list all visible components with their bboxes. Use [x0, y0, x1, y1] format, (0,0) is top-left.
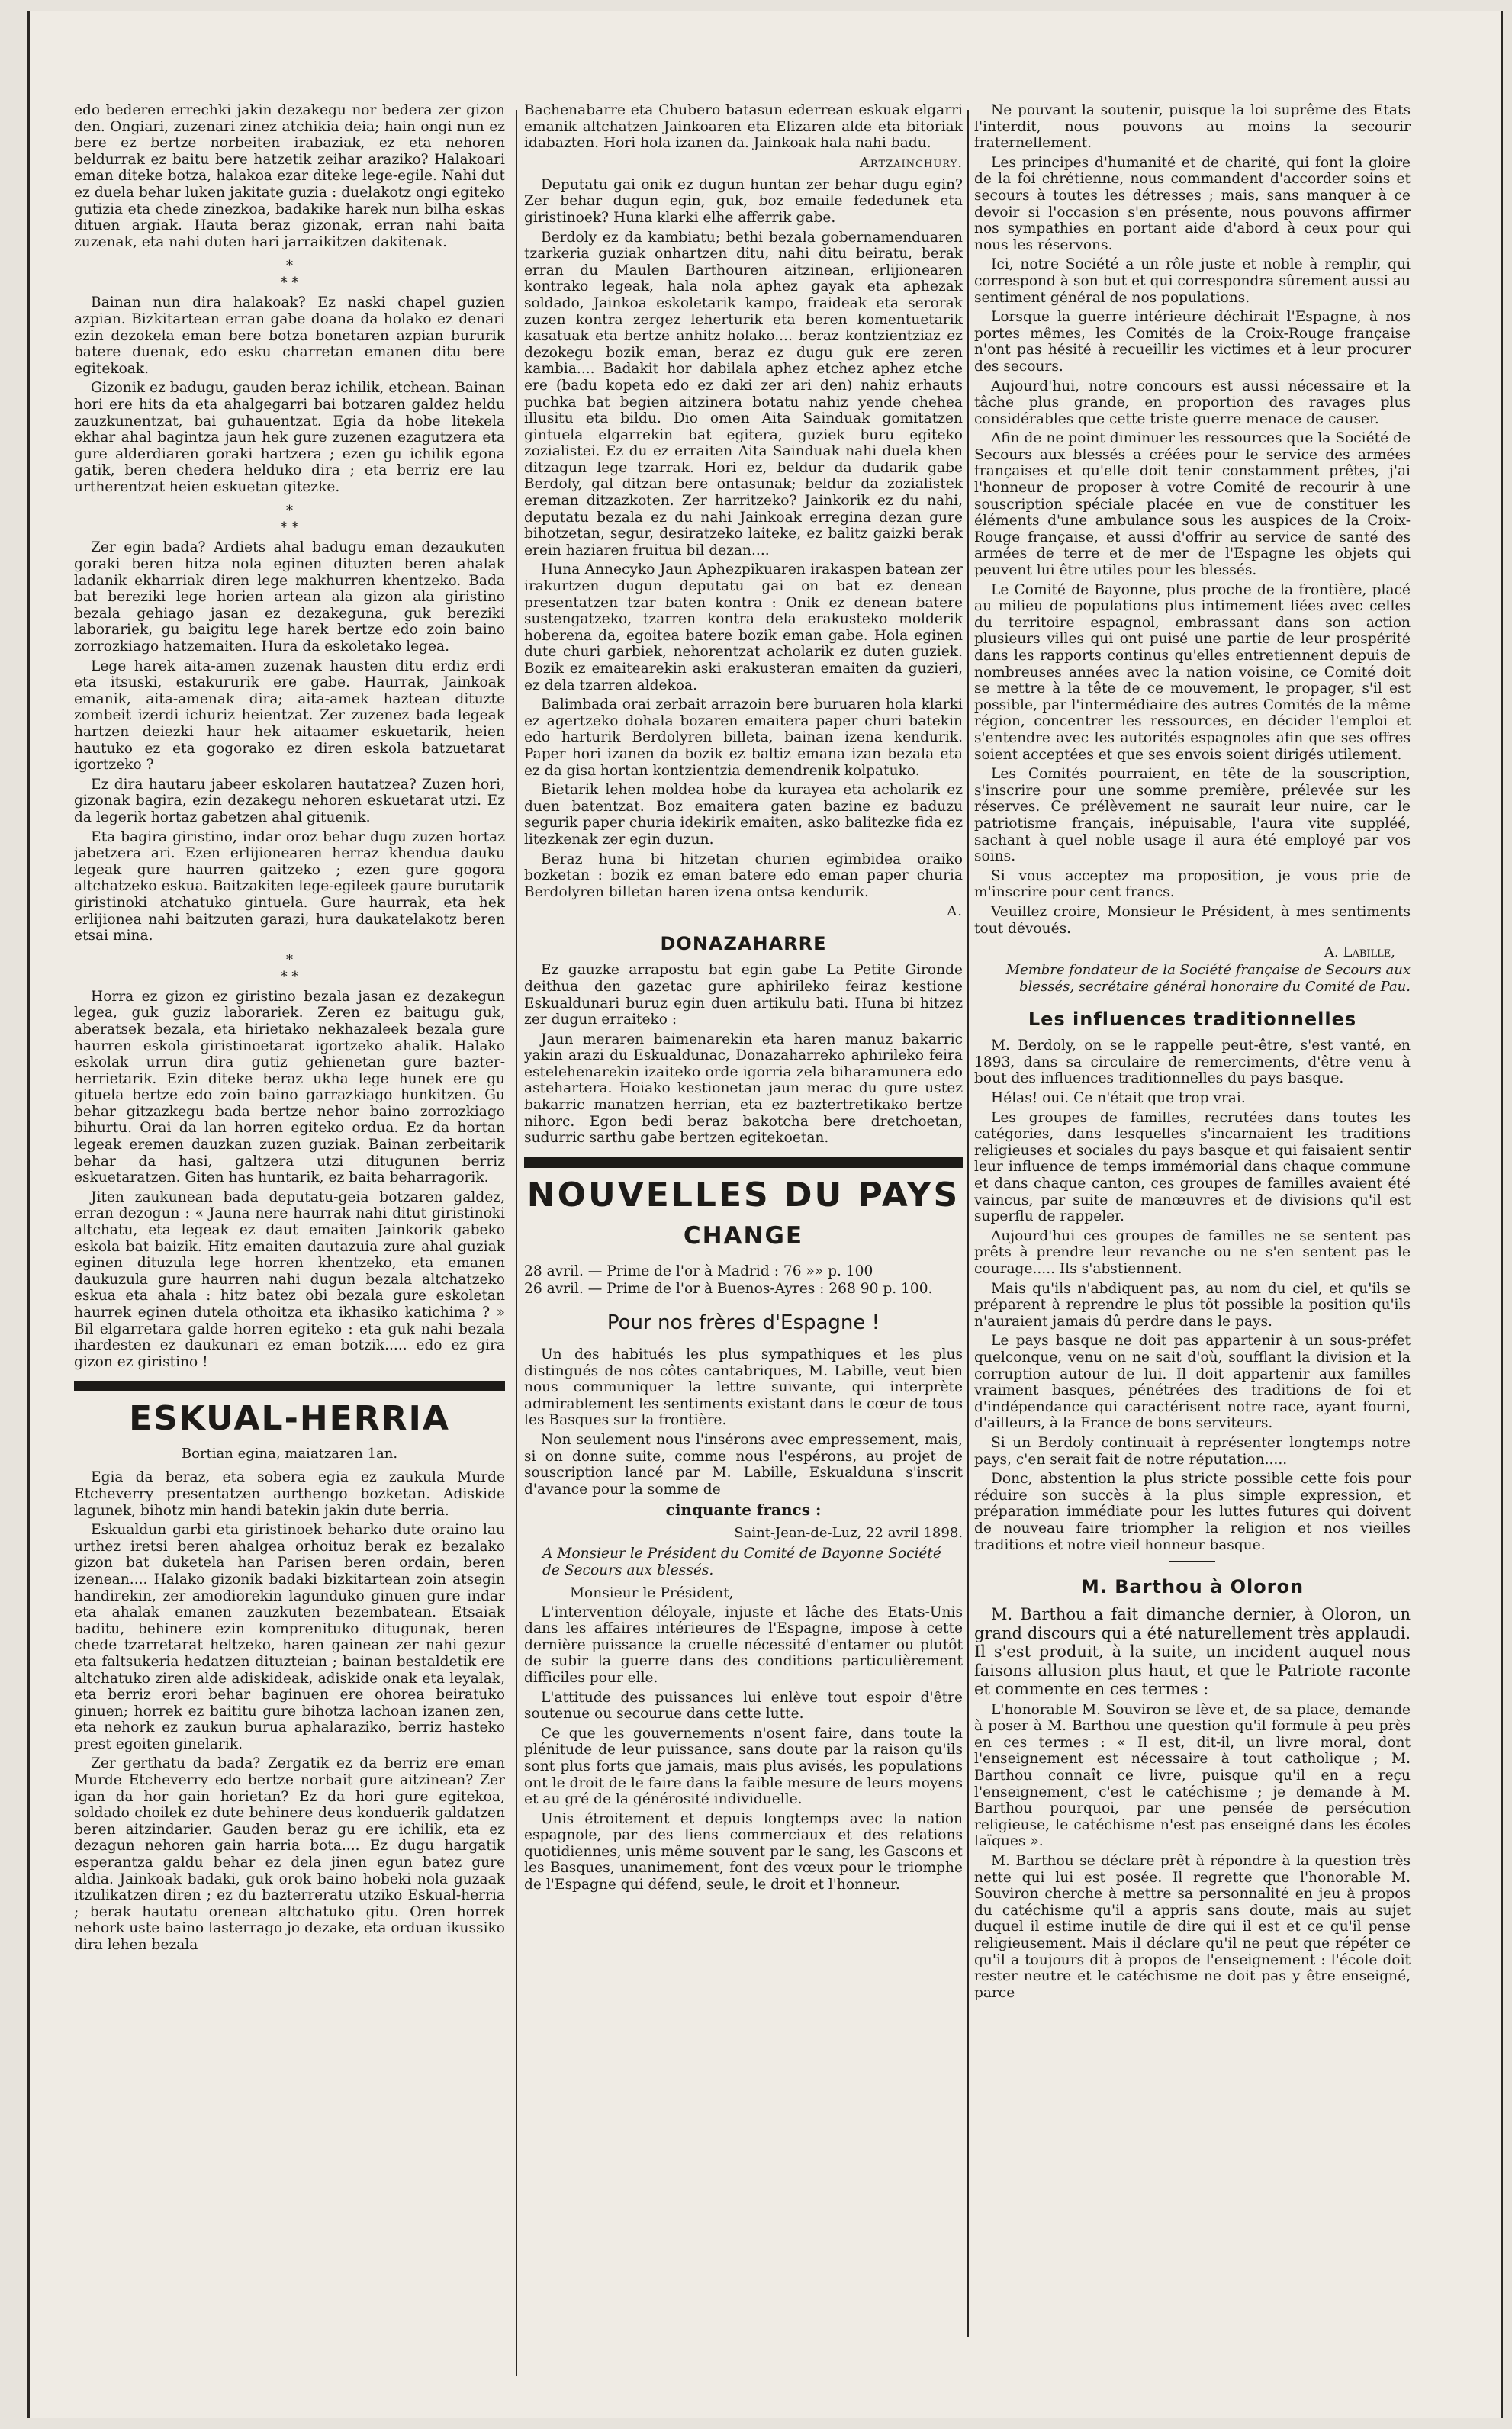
paragraph: L'honorable M. Souviron se lève et, de sa place, demande à poser à M. Barthou une question qu'il formule à peu près en ces termes : « Il est, dit-il, un livre moral, dont l'enseignement est nécessaire à tout catholique ; M. Barthou connaît ce livre, puisque qu'il en a reçu l'enseignement, c'est le catéchisme ; je demande à M. Barthou pourquoi, par une pensée de persécution religieuse, le catéchisme n'est pas enseigné dans les écoles laïques ». — [974, 1701, 1411, 1850]
paragraph: Zer egin bada? Ardiets ahal badugu eman dezaukuten goraki beren hitza nola eginen dituzten beren ahalak ladanik ekharriak diren lege makhurren khentzeko. Bada bat bereziki lege horien artean ala gizon ala giristino bezala gehiago jasan ez dezakeguna, guk bereziki laborariek, gu baigitu lege harek bertze edo zoin baino zorrozkiago hatzemaiten. Hura da eskoletako legea. — [74, 539, 505, 655]
paragraph: Les Comités pourraient, en tête de la souscription, s'inscrire pour une somme première, prélevée sur les réserves. Ce prélèvement ne saurait leur nuire, car le patriotisme français, inépuisable, l'aura vite suppléé, sachant à quel noble usage il aura été employé par vos soins. — [974, 766, 1411, 865]
letter-salutation: Monsieur le Président, — [570, 1584, 734, 1601]
paragraph: M. Berdoly, on se le rappelle peut-être, s'est vanté, en 1893, dans sa circulaire de remerciments, d'être venu à bout des influences traditionnelles du pays basque. — [974, 1038, 1411, 1087]
paragraph: Donc, abstention la plus stricte possible cette fois pour réduire son succès à la plus simple expression, et préparation immédiate pour les luttes futures qui doivent de nouveau faire triompher la religion et nos vieilles traditions et notre vieil honneur basque. — [974, 1471, 1411, 1553]
paragraph: Egia da beraz, eta sobera egia ez zaukula Murde Etcheverry presentatzen aurthengo bozketan. Adiskide lagunek, bihotz min handi batekin jakin dute berria. — [74, 1469, 505, 1519]
heading-barthou-oloron: M. Barthou à Oloron — [1080, 1576, 1305, 1598]
asterism: * * * — [280, 951, 299, 985]
paragraph: Deputatu gai onik ez dugun huntan zer behar dugu egin? Zer behar dugun egin, guk, boz emaile fededunek eta giristinoek? Huna klarki elhe afferrik gabe. — [524, 176, 963, 226]
paragraph: Bietarik lehen moldea hobe da kurayea eta acholarik ez duen batentzat. Boz emaitera gaten bazine ez baduzu segurik paper churia idekirik emaiten, asko balitezke fida ez litezkenak zer egin duzun. — [524, 782, 963, 848]
paragraph: Jaun meraren baimenarekin eta haren manuz bakarric yakin arazi du Eskualdunac, Donazaharreko aphirileko feira estelehenarekin izaiteko orde igorria zela biharamunera edo astehartera. Hoiako kestionetan jaun merac du gure ustez bakarric manatzen herrian, eta ez baztertretikako bertze nihorc. Egon bedi beraz bakotcha bere dretchoetan, sudurric sarthu gabe bertzen egitekoetan. — [524, 1031, 963, 1147]
paragraph: Veuillez croire, Monsieur le Président, à mes sentiments tout dévoués. — [974, 903, 1411, 937]
paragraph: Le pays basque ne doit pas appartenir à un sous-préfet quelconque, venu on ne sait d'où, soufflant la division et la corruption autour de lui. Il doit appartenir aux familles vraiment basques, pénétrées des traditions de foi et d'indépendance qui caractérisent notre race, ayant fourni, d'ailleurs, à la France de bons serviteurs. — [974, 1333, 1411, 1432]
paragraph: L'attitude des puissances lui enlève tout espoir d'être soutenue ou secourue dans cette lutte. — [524, 1689, 963, 1723]
column-3 — [974, 102, 1411, 2383]
heading-influences-traditionnelles: Les influences traditionnelles — [1028, 1009, 1357, 1031]
paragraph: Ce que les gouvernements n'osent faire, dans toute la plénitude de leur puissance, sans doute par la raison qu'ils sont plus forts que jamais, mais plus avisés, les populations ont le droit de le faire dans la faible mesure de leurs moyens et au gré de la générosité individuelle. — [524, 1725, 963, 1808]
section-rule — [74, 1381, 505, 1391]
column-rule — [516, 110, 517, 2376]
lead-paragraph: M. Barthou a fait dimanche dernier, à Oloron, un grand discours qui a été naturellement très applaudi. Il s'est produit, à la suite, un incident auquel nous faisons allusion plus haut, et que le Patriote raconte et commente en ces termes : — [974, 1605, 1411, 1699]
heading-change: CHANGE — [683, 1221, 804, 1250]
paragraph: Si vous acceptez ma proposition, je vous prie de m'inscrire pour cent francs. — [974, 867, 1411, 901]
paragraph: Hélas! oui. Ce n'était que trop vrai. — [991, 1090, 1246, 1107]
letter-signature: A. Labille, — [1324, 944, 1395, 961]
paragraph: Un des habitués les plus sympathiques et les plus distingués de nos côtes cantabriques, M. Labille, veut bien nous communiquer la lettre suivante, qui interprète admirablement les sentiments existant dans le cœur de tous les Basques sur la frontière. — [524, 1346, 963, 1429]
paragraph: Balimbada orai zerbait arrazoin bere buruaren hola klarki ez agertzeko dohala bozaren emaitera paper churi batekin edo harturik Berdolyren billeta, bainan izena kendurik. Paper hori izanen da bozik ez baltiz emana izan bezala eta ez da gisa hortan kontzientzia demendrenik kolpatuko. — [524, 697, 963, 779]
paragraph: Horra ez gizon ez giristino bezala jasan ez dezakegun legea, guk guziz laborariek. Zeren ez baitugu guk, aberatsek bezala, eta hirietako nekhazaleek bezala gure haurren eskola giristinoetarat igortzeko ahalik. Halako eskolak urrun dira gutiz gehienetan gure bazter-herrietarik. Ezin diteke beraz ukha lege hunek ere gu gituela bertze edo zoin baino garrazkiago hunkitzen. Gu behar gitzazkegu bada bertze nehor baino zorrozkiago bihurtu. Orai da lan horren egiteko ordua. Ez da hortan legeak eremen dauzkan zuzen guziak. Bainan zerbeitarik behar da hasi, galtzera utzi ditugunen berriz eskuetaratzen. Giten has huntarik, ez baita beharragorik. — [74, 988, 505, 1186]
asterism: * * * — [280, 258, 299, 291]
paragraph: Eta bagira giristino, indar oroz behar dugu zuzen hortaz jabetzera ari. Ezen erlijionearen herraz khendua dauku legeak gure haurren gaitzeko ; ezen gure gogora altchatzeko eskua. Baitzakiten lege-egileek gaure burutarik giristinoki atchatuko gintuela. Gure haurrak, eta hek erlijionea nahi baitzuten garazi, hura daukatelakotz beren etsai mina. — [74, 828, 505, 944]
paragraph: Si un Berdoly continuait à représenter longtemps notre pays, c'en serait fait de notre réputation..... — [974, 1434, 1411, 1468]
paragraph: Jiten zaukunean bada deputatu-geia botzaren galdez, erran dezogun : « Jauna nere haurrak nahi ditut giristinoki altchatu, eta legeak ez daut emaiten Jainkorik gabeko eskola bat baizik. Hitz emaiten dautazuia zure ahal guziak eginen dituzula lege horren khentzeko, eta emanen daukuzula gure haurren nahi dugun bezala altchatzeko eskua eta ahala : hitz batez obi bezala gure eskoletan haurrek eginen dutela othoitza eta ikhasiko katichima ? » Bil elgarretara galde horren egiteko : eta guk nahi bezala ihardesten ez daukunari ez eman botzik..... edo ez gira gizon ez giristino ! — [74, 1189, 505, 1370]
paragraph: Les groupes de familles, recrutées dans toutes les catégories, dans lesquelles s'incarnaient les traditions religieuses et sociales du pays basque et qui faisaient sentir leur influence de temps immémorial dans chaque commune et dans chaque canton, ces groupes de familles avaient été vaincus, par suite de manœuvres et de divisions qu'il est superflu de rappeler. — [974, 1109, 1411, 1225]
paragraph: Beraz huna bi hitzetan churien egimbidea oraiko bozketan : bozik ez eman batere edo eman paper churia Berdolyren billetan haren izena ontsa kendurik. — [524, 851, 963, 900]
asterism: * * * — [280, 503, 299, 536]
paragraph: Gizonik ez badugu, gauden beraz ichilik, etchean. Bainan hori ere hits da eta ahalgegarri bai botzaren galdez heldu zauzkunentzat, bai guhauentzat. Egia da hobe litekela ekhar ahal bagintza jaun hek gure zuzenen ezagutzera eta gure alderdiaren goraki hartzera ; ezen gu ichilik egona gatik, beren chedera helduko dira ; eta berriz ere lau urtherentzat heien eskuetan gitezke. — [74, 380, 505, 495]
signature: A. — [947, 903, 963, 920]
paragraph: L'intervention déloyale, injuste et lâche des Etats-Unis dans les affaires intérieures de l'Espagne, impose à cette dernière puissance la cruelle nécessité d'entamer ou plutôt de subir la guerre dans des conditions particulièrement difficiles pour elle. — [524, 1604, 963, 1686]
paragraph: Les principes d'humanité et de charité, qui font la gloire de la foi chrétienne, nous commandent d'accorder soins et secours à toutes les détresses ; mais, sans manquer à ce devoir si l'occasion s'en présente, nous pouvons affirmer nos sympathies en portant aide d'abord à ceux pour qui nous les réservons. — [974, 154, 1411, 253]
subscription-amount: cinquante francs : — [665, 1501, 822, 1520]
paragraph: Aujourd'hui, notre concours est aussi nécessaire et la tâche plus grande, en proportion des ravages plus considérables que cette triste guerre menace de causer. — [974, 378, 1411, 427]
paragraph: Afin de ne point diminuer les ressources que la Société de Secours aux blessés a créées pour le service des armées françaises et qu'elle doit tenir constamment prêtes, j'ai l'honneur de proposer à votre Comité de recourir à une souscription spéciale placée en vue de constituer les éléments d'une ambulance sous les auspices de la Croix-Rouge française, et aussi d'offrir au service de santé des armées de terre et de mer de l'Espagne les objets qui peuvent lui être utiles pour les blessés. — [974, 430, 1411, 579]
paragraph: Unis étroitement et depuis longtemps avec la nation espagnole, par des liens commerciaux et des relations quotidiennes, unis même souvent par le sang, les Gascons et les Basques, unanimement, font des vœux pour le triomphe de l'Espagne qui défend, seule, le droit et l'honneur. — [524, 1810, 963, 1893]
section-title-eskual-herria: ESKUAL-HERRIA — [129, 1399, 450, 1439]
exchange-rate-line: 28 avril. — Prime de l'or à Madrid : 76 »» p. 100 — [524, 1263, 873, 1279]
heading-donazaharre: DONAZAHARRE — [660, 933, 827, 955]
section-rule — [524, 1157, 963, 1168]
heading-pour-nos-freres: Pour nos frères d'Espagne ! — [606, 1311, 880, 1335]
paragraph: Non seulement nous l'insérons avec empressement, mais, si on donne suite, comme nous l'espérons, au projet de souscription lancé par M. Labille, Eskualduna s'inscrit d'avance pour la somme de — [524, 1432, 963, 1498]
newspaper-page — [27, 11, 1503, 2418]
signature: Artzainchury. — [859, 154, 963, 171]
paragraph: Huna Annecyko Jaun Aphezpikuaren irakaspen batean zer irakurtzen dugun deputatu gai on bat ez denean presentatzen tzar baten kontra : Onik ez denean batere sustengatzeko, tzarren kontra dela erakusteko molderik hoberena da, egoitea batere bozik eman gabe. Hola eginen dute churi garbiek, nehorentzat acholarik ez duten guziek. Bozik ez emaitearekin aski erakusteran emaiten da guzieri, ez dela tzarren aldekoa. — [524, 561, 963, 693]
paragraph: Ez dira hautaru jabeer eskolaren hautatzea? Zuzen hori, gizonak bagira, ezin dezakegu nehoren eskuetarat utzi. Ez da legerik hortaz gabetzen ahal gituenik. — [74, 776, 505, 825]
heading-nouvelles-du-pays: NOUVELLES DU PAYS — [526, 1175, 960, 1214]
paragraph: Le Comité de Bayonne, plus proche de la frontière, placé au milieu de populations plus intimement liées avec celles du territoire espagnol, embrassant dans son action plusieurs villes qui ont puisé une partie de leur prospérité dans les rapports continus qu'elles entretiennent depuis de nombreuses années avec la nation voisine, ce Comité doit se mettre à la tête de ce mouvement, le propager, s'il est possible, par l'intermédiaire des autres Comités de la même région, concentrer les ressources, en décider l'emploi et s'entendre avec les autorités espagnoles afin que ses offres soient acceptées et que ses envois soient dirigés utilement. — [974, 581, 1411, 763]
paragraph: Ici, notre Société a un rôle juste et noble à remplir, qui correspond à son but et qui correspondra sûrement aussi au sentiment général de nos populations. — [974, 256, 1411, 306]
column-2 — [524, 102, 963, 2383]
paragraph: Lege harek aita-amen zuzenak hausten ditu erdiz erdi eta itsuski, estakururik ere gabe. Haurrak, Jainkoak emanik, aita-amenak dira; aita-amek haztean dituzte zombeit izerdi ichuriz heientzat. Zer zuzenez bada legeak hartzen deiezki haur hek aitaamer eskuetarik, heien hautuko ez eta gogorako ez diren eskola batzuetarat igortzeko ? — [74, 658, 505, 774]
paragraph: Ez gauzke arrapostu bat egin gabe La Petite Gironde deithua den gazetac gure aphirileko feiraz kestione Eskualdunari buruz egin duen artikulu bati. Huna bi hitzez zer dugun erraiteko : — [524, 962, 963, 1028]
paragraph: Berdoly ez da kambiatu; bethi bezala gobernamenduaren tzarkeria guziak onhartzen ditu, nahi ditu beiratu, berak erran du Maulen Barthouren aitzinean, erlijionearen kontrako legeak, hala nola aphez gayak eta aphezak soldado, Jainkoa eskoletarik kampo, fraideak eta serorak zuzen kontra zergez leherturik eta beren komentuetarik kasatuak eta bertze anhitz holako.... beraz kontzientziaz ez dezokegu bozik eman, beraz ez dugu guk ere zeren kambia.... Badakit hor dabilala aphez etchez aphez etche ere (badu kopeta edo ez daki zer ari den) nahiz erhauts puchka bat begien aitzinera botatu nahiz yende chehea illusitu eta bildu. Dio omen Aita Sainduak gomitatzen gintuela elgarrekin bat egitera, guziek buru egiteko zozialistei. Ez du ez erraiten Aita Sainduak nahi duela khen ditzagun lege tzarrak. Hori ez, beldur da dudarik gabe Berdoly, gal ditzan bere ontasunak; beldur da zozialistek ereman ditzazkoten. Zer harritzeko? Jainkorik ez du nahi, deputatu bezala ez du nahi Jainkoak erregina dezan gure bihotzetan, segur, desiratzeko laiteke, ez balitz gaizki berak erein haziaren fruitua bil dezan.... — [524, 229, 963, 558]
paragraph: Lorsque la guerre intérieure déchirait l'Espagne, à nos portes mêmes, les Comités de la Croix-Rouge française n'ont pas hésité à recueillir les victimes et à leur procurer des secours. — [974, 309, 1411, 375]
column-1 — [74, 102, 505, 2383]
dateline: Bortian egina, maiatzaren 1an. — [181, 1446, 398, 1462]
paragraph: Eskualdun garbi eta giristinoek beharko dute oraino lau urthez iretsi beren ahalgea orhoituz berak ez bezalako gizon bat duketela han Parisen beren ordain, beren izenean.... Halako gizonik badaki bizkitartean zoin atsegin handirekin, zer amodiorekin lagunduko ginuen gure indar eta ahalak emanen zauzkuten bezembatean. Etsaiak baditu, behinere ezin komprenituko ditugunak, beren chede tzarretarat heltzeko, haren gainean zer nahi gezur eta faltsukeria hedatzen dituzteian ; bainan bestaldetik ere altchatuko ziren alde adiskideak, adiskide onak eta leyalak, eta berriz erori behar baginuen ere ohorea beiratuko ginuen; horrek ez baititu gure bihotza lachoan izanen zen, eta nehork ez zaukun burua aphalaraziko, berriz hasteko prest egoiten ginelarik. — [74, 1522, 505, 1752]
exchange-rate-line: 26 avril. — Prime de l'or à Buenos-Ayres : 268 90 p. 100. — [524, 1281, 933, 1298]
paragraph: Zer gerthatu da bada? Zergatik ez da berriz ere eman Murde Etcheverry edo bertze norbait gure aitzinean? Zer igan da hor gain horietan? Ez da hori gure egitekoa, soldado choilek ez dute behinere deus konduerik galdatzen beren aitzindarier. Gauden beraz gu ere ichilik, eta ez dezagun nehoren gain harria bota.... Ez dugu hargatik esperantza galdu behar ez dela jinen egun batez gure aldia. Jainkoak badaki, guk orok baino hobeki nola guzaak itzulikatzen diren ; ez du bazterreratu utziko Eskual-herria ; berak hautatu orenean altchatuko gitu. Oren horrek nehork uste baino lasterrago jo dezake, eta orduan ikussiko dira lehen bezala — [74, 1755, 505, 1953]
signatory-title: Membre fondateur de la Société française de Secours aux blessés, secrétaire général honoraire du Comité de Pau. — [1005, 962, 1411, 995]
letter-dateline: Saint-Jean-de-Luz, 22 avril 1898. — [734, 1525, 963, 1542]
paragraph: M. Barthou se déclare prêt à répondre à la question très nette qui lui est posée. Il regrette que l'honorable M. Souviron cherche à mettre sa personnalité en jeu à propos du catéchisme qu'il a appris sans doute, mais au sujet duquel il estime inutile de dire qui il est et ce qu'il pense religieusement. Mais il déclare qu'il ne peut que répéter ce qu'il a toujours dit à propos de l'enseignement : l'école doit rester neutre et le catéchisme ne doit pas y être enseigné, parce — [974, 1852, 1411, 2001]
paragraph: Bainan nun dira halakoak? Ez naski chapel guzien azpian. Bizkitartean erran gabe doana da holako ez denari ezin dezokela eman bere botza bonetaren azpian bururik batere duenak, edo esku charretan emanen ditu bere egitekoak. — [74, 294, 505, 377]
paragraph: Bachenabarre eta Chubero batasun ederrean eskuak elgarri emanik altchatzen Jainkoaren eta Elizaren alde eta bitoriak idabazten. Hori hola izanen da. Jainkoak hala nahi badu. — [524, 102, 963, 152]
letter-address: A Monsieur le Président du Comité de Bayonne Société de Secours aux blessés. — [542, 1546, 941, 1578]
column-rule — [967, 110, 969, 2337]
paragraph: Mais qu'ils n'abdiquent pas, au nom du ciel, et qu'ils se préparent à reprendre le plus tôt possible la position qu'ils n'auraient jamais dû perdre dans le pays. — [974, 1280, 1411, 1330]
paragraph: Aujourd'hui ces groupes de familles ne se sentent pas prêts à prendre leur revanche ou ne s'en sentent pas le courage..... Ils s'abstiennent. — [974, 1227, 1411, 1277]
paragraph: Ne pouvant la soutenir, puisque la loi suprême des Etats l'interdit, nous pouvons au moins la secourir fraternellement. — [974, 102, 1411, 152]
divider — [1169, 1561, 1215, 1562]
paragraph: edo bederen errechki jakin dezakegu nor bedera zer gizon den. Ongiari, zuzenari zinez atchikia deia; hain ongi nun ez bere ez bertze norbeiten irabaziak, ez eta nehoren beldurrak ez baitu bere hatzetik zeihar araziko? Halakoari eman diteke botza, halakoa ezar diteke lege-egile. Nahi dut ez duela behar luken jakitate guzia : duelakotz ongi egiteko gutizia eta chede zinezkoa, badakike harek nun bilha eskas dituen argiak. Hauta beraz gizonak, erran nahi baita zuzenak, eta nahi duten hari jarraikitzen dakitenak. — [74, 102, 505, 250]
